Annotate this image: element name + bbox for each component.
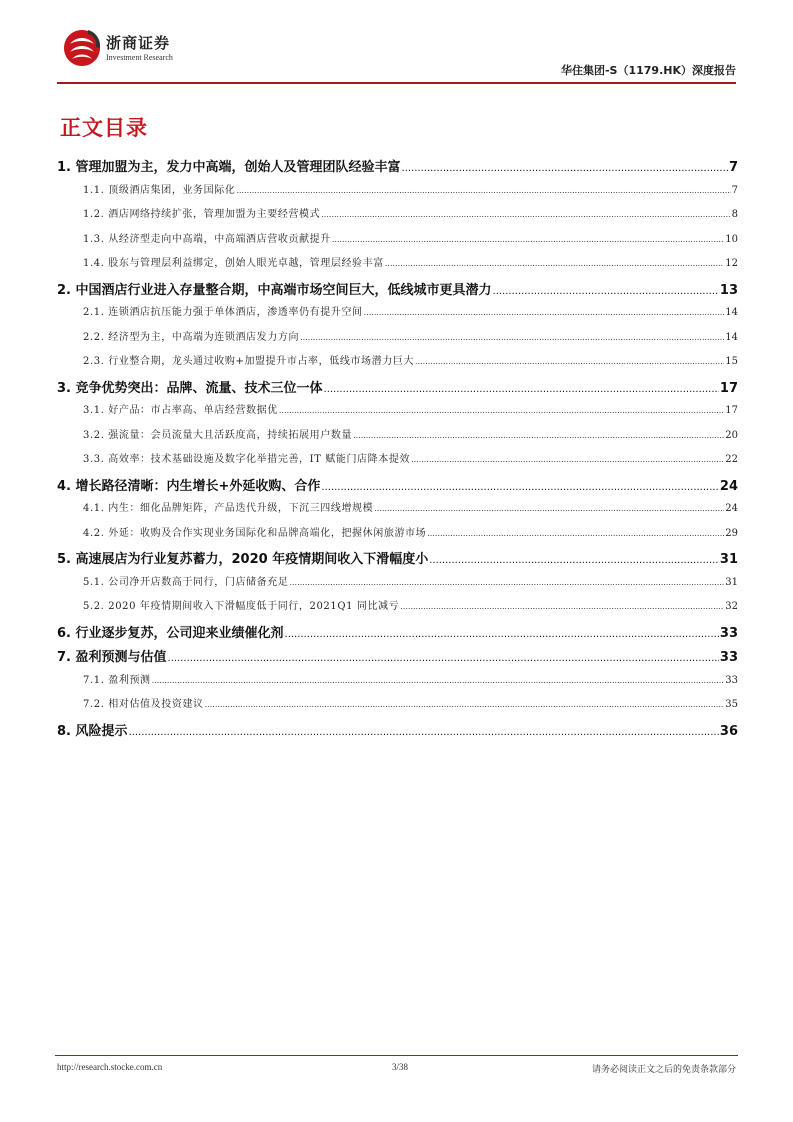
toc-entry-page: 33 — [725, 674, 738, 686]
toc-entry-page: 31 — [719, 552, 738, 567]
toc-entry-page: 36 — [719, 723, 738, 739]
toc-entry-label: 1.2. 酒店网络持续扩张，管理加盟为主要经营模式 — [83, 209, 321, 220]
toc-dot-leader — [427, 529, 724, 538]
company-logo — [62, 28, 182, 78]
toc-entry-page: 14 — [725, 331, 738, 343]
toc-entry-label: 1. 管理加盟为主，发力中高端，创始人及管理团队经验丰富 — [57, 160, 401, 175]
toc-dot-leader — [129, 727, 719, 738]
toc-entry-page: 15 — [725, 356, 738, 367]
toc-section-entry[interactable] — [55, 426, 738, 451]
toc-entry-label: 7.2. 相对估值及投资建议 — [83, 699, 204, 710]
toc-section-entry[interactable] — [55, 254, 738, 279]
toc-dot-leader — [353, 431, 724, 440]
report-title: 华住集团-S（1179.HK）深度报告 — [560, 64, 736, 77]
toc-entry-page: 33 — [719, 650, 738, 665]
toc-chapter-entry[interactable] — [55, 475, 738, 500]
toc-entry-page: 22 — [725, 454, 738, 465]
table-of-contents — [55, 156, 738, 744]
toc-entry-label: 2.3. 行业整合期，龙头通过收购+加盟提升市占率，低线市场潜力巨大 — [83, 356, 415, 367]
toc-entry-label: 5. 高速展店为行业复苏蓄力，2020 年疫情期间收入下滑幅度小 — [57, 552, 429, 567]
toc-section-entry[interactable] — [55, 695, 738, 720]
toc-entry-label: 5.2. 2020 年疫情期间收入下滑幅度低于同行，2021Q1 同比减亏 — [83, 601, 400, 612]
toc-section-entry[interactable] — [55, 597, 738, 622]
toc-section-entry[interactable] — [55, 205, 738, 230]
toc-entry-label: 3. 竞争优势突出：品牌、流量、技术三位一体 — [57, 380, 323, 396]
page-title: 正文目录 — [60, 116, 148, 140]
toc-entry-label: 3.3. 高效率：技术基础设施及数字化举措完善，IT 赋能门店降本提效 — [83, 454, 411, 465]
disclaimer-note: 请务必阅读正文之后的免责条款部分 — [591, 1065, 736, 1075]
toc-dot-leader — [385, 259, 724, 268]
footer-url-link[interactable]: http://research.stocke.com.cn — [57, 1062, 163, 1072]
toc-section-entry[interactable] — [55, 181, 738, 206]
toc-section-entry[interactable] — [55, 499, 738, 524]
toc-dot-leader — [400, 602, 724, 611]
toc-dot-leader — [321, 210, 730, 219]
toc-entry-label: 1.3. 从经济型走向中高端，中高端酒店营收贡献提升 — [83, 233, 331, 245]
toc-chapter-entry[interactable] — [55, 156, 738, 181]
toc-entry-page: 35 — [725, 699, 738, 710]
toc-entry-label: 2.1. 连锁酒店抗压能力强于单体酒店，渗透率仍有提升空间 — [83, 307, 363, 318]
toc-section-entry[interactable] — [55, 352, 738, 377]
toc-entry-label: 7.1. 盈利预测 — [83, 674, 151, 686]
toc-entry-label: 4. 增长路径清晰：内生增长+外延收购、合作 — [57, 478, 321, 494]
toc-entry-label: 2. 中国酒店行业进入存量整合期，中高端市场空间巨大，低线城市更具潜力 — [57, 282, 492, 298]
toc-entry-page: 14 — [725, 307, 738, 318]
toc-dot-leader — [289, 578, 724, 587]
toc-entry-label: 6. 行业逐步复苏，公司迎来业绩催化剂 — [57, 625, 284, 641]
toc-entry-label: 3.1. 好产品：市占率高、单店经营数据优 — [83, 405, 278, 416]
logo-chinese-name: 浙商证券 — [106, 34, 171, 52]
toc-section-entry[interactable] — [55, 230, 738, 255]
toc-chapter-entry[interactable] — [55, 548, 738, 573]
toc-entry-page: 8 — [731, 209, 738, 220]
toc-dot-leader — [493, 286, 719, 297]
toc-entry-page: 32 — [725, 601, 738, 612]
toc-entry-label: 4.2. 外延：收购及合作实现业务国际化和品牌高端化，把握休闲旅游市场 — [83, 527, 427, 539]
page-number: 3/38 — [391, 1062, 408, 1072]
toc-chapter-entry[interactable] — [55, 377, 738, 402]
toc-section-entry[interactable] — [55, 450, 738, 475]
toc-entry-page: 12 — [725, 258, 738, 269]
toc-section-entry[interactable] — [55, 573, 738, 598]
toc-entry-label: 4.1. 内生：细化品牌矩阵，产品迭代升级，下沉三四线增规模 — [83, 503, 374, 514]
toc-dot-leader — [279, 406, 724, 415]
logo-emblem-icon — [62, 28, 102, 68]
toc-entry-label: 2.2. 经济型为主，中高端为连锁酒店发力方向 — [83, 331, 300, 343]
toc-dot-leader — [415, 357, 724, 366]
toc-section-entry[interactable] — [55, 328, 738, 353]
toc-chapter-entry[interactable] — [55, 279, 738, 304]
footer-divider — [55, 1055, 738, 1056]
toc-dot-leader — [236, 186, 730, 195]
toc-dot-leader — [300, 333, 724, 342]
toc-dot-leader — [364, 308, 725, 317]
toc-entry-label: 1.4. 股东与管理层利益绑定，创始人眼光卓越，管理层经验丰富 — [83, 258, 384, 269]
toc-dot-leader — [374, 504, 724, 513]
logo-english-name: Investment Research — [106, 53, 173, 62]
toc-entry-page: 33 — [719, 625, 738, 641]
toc-entry-page: 17 — [719, 380, 738, 396]
toc-entry-page: 24 — [725, 503, 738, 514]
toc-entry-label: 3.2. 强流量：会员流量大且活跃度高，持续拓展用户数量 — [83, 429, 353, 441]
toc-dot-leader — [411, 455, 724, 464]
toc-entry-label: 5.1. 公司净开店数高于同行，门店储备充足 — [83, 576, 289, 588]
toc-entry-page: 31 — [725, 576, 738, 588]
toc-entry-label: 7. 盈利预测与估值 — [57, 650, 167, 665]
toc-dot-leader — [429, 555, 719, 566]
toc-dot-leader — [321, 482, 719, 493]
toc-dot-leader — [285, 629, 719, 640]
toc-entry-page: 13 — [719, 282, 738, 298]
toc-section-entry[interactable] — [55, 303, 738, 328]
toc-entry-label: 8. 风险提示 — [57, 723, 128, 739]
toc-entry-page: 17 — [725, 405, 738, 416]
toc-entry-page: 29 — [725, 527, 738, 539]
toc-entry-page: 7 — [731, 184, 738, 196]
toc-section-entry[interactable] — [55, 671, 738, 696]
toc-section-entry[interactable] — [55, 524, 738, 549]
toc-entry-page: 24 — [719, 478, 738, 494]
header-divider — [57, 82, 736, 84]
toc-entry-page: 10 — [725, 233, 738, 245]
toc-dot-leader — [324, 384, 719, 395]
toc-dot-leader — [168, 653, 719, 664]
toc-chapter-entry[interactable] — [55, 622, 738, 647]
toc-chapter-entry[interactable] — [55, 720, 738, 745]
toc-dot-leader — [152, 676, 725, 685]
toc-dot-leader — [205, 700, 725, 709]
toc-entry-page: 20 — [725, 429, 738, 441]
toc-entry-page: 7 — [728, 160, 738, 175]
toc-chapter-entry[interactable] — [55, 646, 738, 671]
toc-dot-leader — [402, 163, 728, 174]
toc-entry-label: 1.1. 顶级酒店集团，业务国际化 — [83, 184, 236, 196]
toc-section-entry[interactable] — [55, 401, 738, 426]
toc-dot-leader — [332, 235, 724, 244]
